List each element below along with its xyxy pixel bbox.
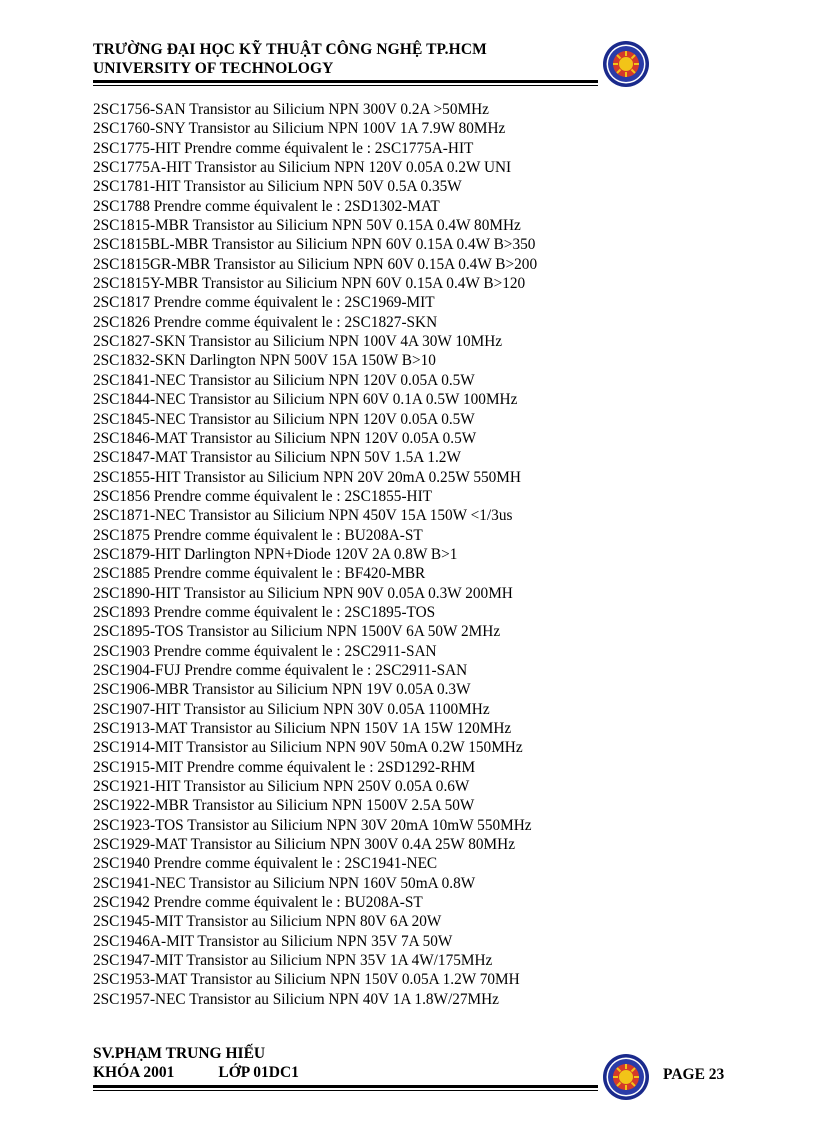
list-item: 2SC1832-SKN Darlington NPN 500V 15A 150W B>10: [93, 352, 436, 370]
list-item: 2SC1890-HIT Transistor au Silicium NPN 90V 0.05A 0.3W 200MH: [93, 584, 513, 602]
list-item: 2SC1903 Prendre comme équivalent le : 2SC2911-SAN: [93, 642, 437, 660]
header-rule-thin: [93, 85, 598, 86]
list-item: 2SC1846-MAT Transistor au Silicium NPN 120V 0.05A 0.5W: [93, 429, 477, 447]
list-item: 2SC1885 Prendre comme équivalent le : BF420-MBR: [93, 565, 426, 583]
list-item: 2SC1815Y-MBR Transistor au Silicium NPN 60V 0.15A 0.4W B>120: [93, 275, 526, 293]
list-item: 2SC1945-MIT Transistor au Silicium NPN 80V 6A 20W: [93, 913, 442, 931]
list-item: 2SC1815GR-MBR Transistor au Silicium NPN 60V 0.15A 0.4W B>200: [93, 255, 538, 273]
university-name-vi: TRƯỜNG ĐẠI HỌC KỸ THUẬT CÔNG NGHỆ TP.HCM: [93, 41, 487, 58]
list-item: 2SC1775-HIT Prendre comme équivalent le : 2SC1775A-HIT: [93, 139, 474, 157]
list-item: 2SC1922-MBR Transistor au Silicium NPN 1500V 2.5A 50W: [93, 797, 475, 815]
footer-rule: [93, 1085, 598, 1088]
list-item: 2SC1817 Prendre comme équivalent le : 2SC1969-MIT: [93, 294, 435, 312]
class-code: LỚP 01DC1: [218, 1064, 299, 1081]
list-item: 2SC1826 Prendre comme équivalent le : 2SC1827-SKN: [93, 313, 438, 331]
list-item: 2SC1893 Prendre comme équivalent le : 2SC1895-TOS: [93, 603, 436, 621]
header-rule: [93, 80, 598, 83]
list-item: 2SC1906-MBR Transistor au Silicium NPN 19V 0.05A 0.3W: [93, 681, 471, 699]
student-name: SV.PHẠM TRUNG HIẾU: [93, 1045, 266, 1062]
university-seal-icon: [602, 40, 650, 88]
list-item: 2SC1946A-MIT Transistor au Silicium NPN 35V 7A 50W: [93, 932, 453, 950]
list-item: 2SC1929-MAT Transistor au Silicium NPN 300V 0.4A 25W 80MHz: [93, 836, 515, 854]
list-item: 2SC1815BL-MBR Transistor au Silicium NPN 60V 0.15A 0.4W B>350: [93, 236, 536, 254]
transistor-list: [93, 100, 733, 1009]
list-item: 2SC1907-HIT Transistor au Silicium NPN 30V 0.05A 1100MHz: [93, 700, 490, 718]
course-info: [93, 1063, 299, 1082]
list-item: 2SC1941-NEC Transistor au Silicium NPN 160V 50mA 0.8W: [93, 874, 476, 892]
list-item: 2SC1760-SNY Transistor au Silicium NPN 100V 1A 7.9W 80MHz: [93, 120, 506, 138]
list-item: 2SC1847-MAT Transistor au Silicium NPN 50V 1.5A 1.2W: [93, 449, 461, 467]
course-year: KHÓA 2001: [93, 1064, 175, 1081]
list-item: 2SC1845-NEC Transistor au Silicium NPN 120V 0.05A 0.5W: [93, 410, 475, 428]
list-item: 2SC1844-NEC Transistor au Silicium NPN 60V 0.1A 0.5W 100MHz: [93, 391, 518, 409]
list-item: 2SC1957-NEC Transistor au Silicium NPN 40V 1A 1.8W/27MHz: [93, 990, 499, 1008]
list-item: 2SC1756-SAN Transistor au Silicium NPN 300V 0.2A >50MHz: [93, 101, 489, 118]
page-footer: [93, 1044, 299, 1082]
list-item: 2SC1915-MIT Prendre comme équivalent le : 2SD1292-RHM: [93, 758, 476, 776]
page-header: [93, 40, 613, 78]
list-item: 2SC1788 Prendre comme équivalent le : 2SD1302-MAT: [93, 197, 440, 215]
list-item: 2SC1841-NEC Transistor au Silicium NPN 120V 0.05A 0.5W: [93, 371, 475, 389]
list-item: 2SC1781-HIT Transistor au Silicium NPN 50V 0.5A 0.35W: [93, 178, 462, 196]
list-item: 2SC1913-MAT Transistor au Silicium NPN 150V 1A 15W 120MHz: [93, 720, 512, 737]
list-item: 2SC1875 Prendre comme équivalent le : BU208A-ST: [93, 526, 423, 544]
list-item: 2SC1855-HIT Transistor au Silicium NPN 20V 20mA 0.25W 550MH: [93, 468, 521, 486]
footer-rule-thin: [93, 1090, 598, 1091]
list-item: 2SC1879-HIT Darlington NPN+Diode 120V 2A 0.8W B>1: [93, 545, 458, 563]
list-item: 2SC1923-TOS Transistor au Silicium NPN 30V 20mA 10mW 550MHz: [93, 816, 532, 834]
page-number: PAGE 23: [663, 1066, 725, 1083]
list-item: 2SC1914-MIT Transistor au Silicium NPN 90V 50mA 0.2W 150MHz: [93, 739, 523, 757]
list-item: 2SC1921-HIT Transistor au Silicium NPN 250V 0.05A 0.6W: [93, 778, 470, 796]
list-item: 2SC1940 Prendre comme équivalent le : 2SC1941-NEC: [93, 855, 438, 873]
list-item: 2SC1953-MAT Transistor au Silicium NPN 150V 0.05A 1.2W 70MH: [93, 971, 520, 989]
list-item: 2SC1815-MBR Transistor au Silicium NPN 50V 0.15A 0.4W 80MHz: [93, 217, 521, 235]
list-item: 2SC1856 Prendre comme équivalent le : 2SC1855-HIT: [93, 487, 433, 505]
list-item: 2SC1942 Prendre comme équivalent le : BU208A-ST: [93, 894, 423, 912]
list-item: 2SC1871-NEC Transistor au Silicium NPN 450V 15A 150W <1/3us: [93, 507, 513, 525]
list-item: 2SC1895-TOS Transistor au Silicium NPN 1500V 6A 50W 2MHz: [93, 623, 501, 641]
list-item: 2SC1827-SKN Transistor au Silicium NPN 100V 4A 30W 10MHz: [93, 333, 503, 351]
list-item: 2SC1775A-HIT Transistor au Silicium NPN 120V 0.05A 0.2W UNI: [93, 159, 512, 177]
university-seal-icon: [602, 1053, 650, 1101]
university-name-en: UNIVERSITY OF TECHNOLOGY: [93, 60, 334, 77]
list-item: 2SC1947-MIT Transistor au Silicium NPN 35V 1A 4W/175MHz: [93, 952, 493, 970]
list-item: 2SC1904-FUJ Prendre comme équivalent le : 2SC2911-SAN: [93, 661, 468, 679]
